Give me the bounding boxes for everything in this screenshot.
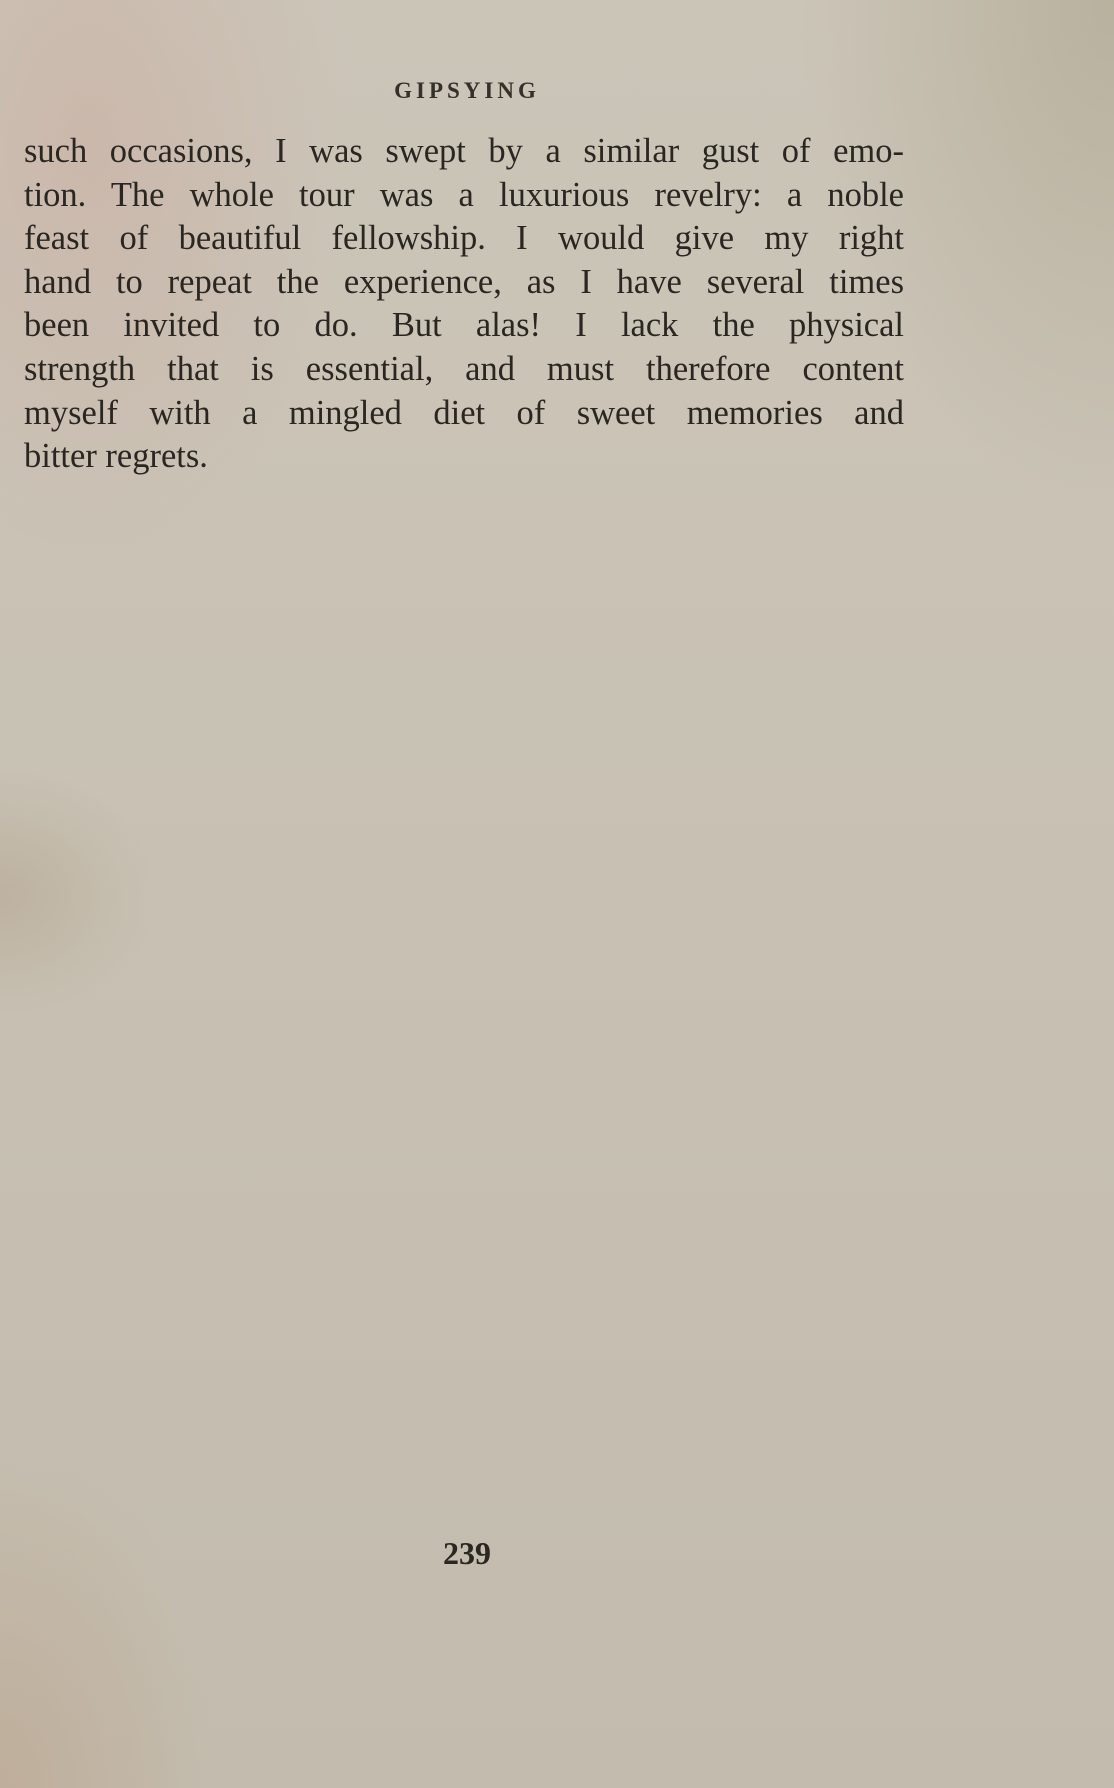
text-line: bitter regrets. xyxy=(24,437,208,476)
text-line: feast of beautiful fellowship. I would give my right xyxy=(24,219,904,258)
page-number: 239 xyxy=(443,1535,491,1571)
body-paragraph xyxy=(24,130,904,479)
text-line: myself with a mingled diet of sweet memories and xyxy=(24,393,904,432)
text-line: hand to repeat the experience, as I have several times xyxy=(24,262,904,301)
text-line: strength that is essential, and must therefore content xyxy=(24,349,904,388)
text-line: tion. The whole tour was a luxurious revelry: a noble xyxy=(24,175,904,214)
text-line: been invited to do. But alas! I lack the physical xyxy=(24,306,904,345)
text-line: such occasions, I was swept by a similar gust of emo- xyxy=(24,132,904,170)
running-head: GIPSYING xyxy=(394,78,540,103)
